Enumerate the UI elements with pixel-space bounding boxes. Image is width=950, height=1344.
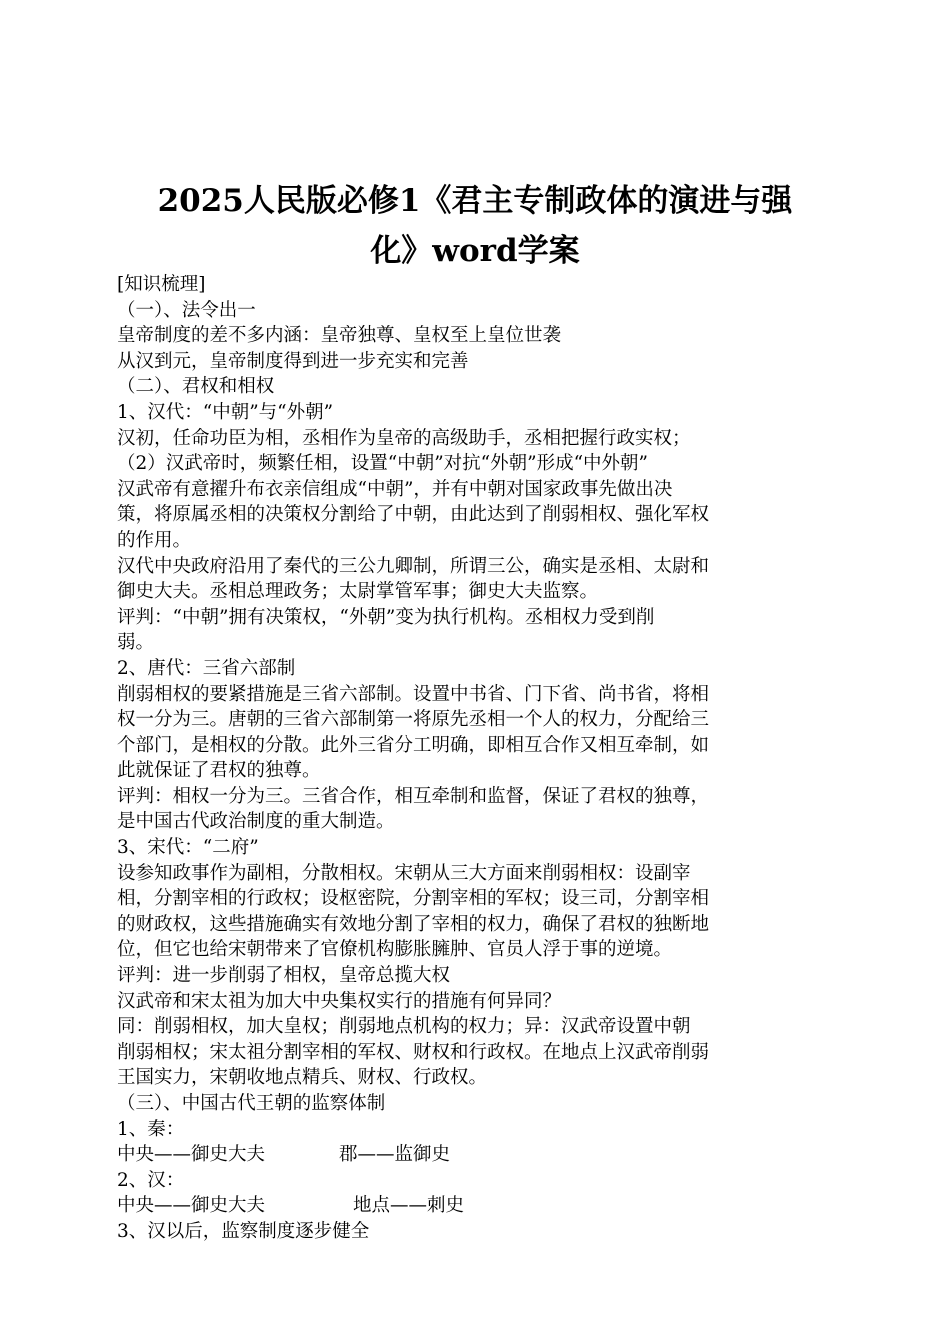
text-line: （2）汉武帝时，频繁任相，设置“中朝”对抗“外朝”形成“中外朝” [117,453,649,475]
text-line: 设参知政事作为副相，分散相权。宋朝从三大方面来削弱相权：设副宰 [117,862,691,884]
text-line: 从汉到元，皇帝制度得到进一步充实和完善 [117,350,469,372]
text-line: 御史大夫。丞相总理政务；太尉掌管军事；御史大夫监察。 [117,581,599,603]
text-line: 权一分为三。唐朝的三省六部制第一将原先丞相一个人的权力，分配给三 [117,709,710,731]
text-line: [知识梳理] [117,274,206,295]
text-line: 评判：“中朝”拥有决策权，“外朝”变为执行机构。丞相权力受到削 [117,606,655,628]
text-line: （二）、君权和相权 [117,376,275,398]
text-line-right: 地点——刺史 [353,1195,465,1217]
text-line: 2、唐代：三省六部制 [117,657,296,679]
text-line: 汉代中央政府沿用了秦代的三公九卿制，所谓三公，确实是丞相、太尉和 [117,555,710,577]
text-line: 弱。 [117,632,155,654]
text-line: 同：削弱相权，加大皇权；削弱地点机构的权力；异：汉武帝设置中朝 [117,1016,691,1038]
text-line: 2、汉： [117,1169,185,1191]
text-line: （三）、中国古代王朝的监察体制 [117,1093,386,1114]
text-line: 是中国古代政治制度的重大制造。 [117,811,395,833]
text-line: 1、汉代：“中朝”与“外朝” [117,401,334,423]
text-line: 汉武帝和宋太祖为加大中央集权实行的措施有何异同？ [117,990,562,1012]
title-line-1: 2025人民版必修1《君主专制政体的演进与强 [157,183,793,219]
text-line: 评判：相权一分为三。三省合作，相互牵制和监督，保证了君权的独尊， [117,785,710,807]
text-line-right: 郡——监御史 [339,1144,451,1166]
text-line: 1、秦： [117,1118,185,1140]
text-line: 位，但它也给宋朝带来了官僚机构膨胀臃肿、官员人浮于事的逆境。 [117,939,673,961]
text-line [117,1142,837,1168]
text-line: 评判：进一步削弱了相权，皇帝总揽大权 [117,965,451,987]
title-line-2: 化》word学案 [370,233,580,269]
text-line: 3、汉以后，监察制度逐步健全 [117,1220,370,1242]
text-line: 策，将原属丞相的决策权分割给了中朝，由此达到了削弱相权、强化军权 [117,504,710,526]
text-line: 的财政权，这些措施确实有效地分割了宰相的权力，确保了君权的独断地 [117,913,710,935]
text-line: 此就保证了君权的独尊。 [117,760,321,782]
text-line-left: 中央——御史大夫 [117,1195,266,1217]
text-line: 汉武帝有意擢升布衣亲信组成“中朝”，并有中朝对国家政事先做出决 [117,478,673,500]
text-line: 3、宋代：“二府” [117,837,259,859]
text-line: （一）、法令出一 [117,299,256,321]
text-line: 个部门，是相权的分散。此外三省分工明确，即相互合作又相互牵制，如 [117,734,710,756]
text-line [117,1193,837,1219]
text-line: 相，分割宰相的行政权；设枢密院，分割宰相的军权；设三司，分割宰相 [117,888,710,910]
text-line: 削弱相权；宋太祖分割宰相的军权、财权和行政权。在地点上汉武帝削弱 [117,1041,710,1063]
document-title [100,176,850,276]
text-line: 王国实力，宋朝收地点精兵、财权、行政权。 [117,1067,488,1089]
text-line: 汉初，任命功臣为相，丞相作为皇帝的高级助手，丞相把握行政实权； [117,427,691,449]
text-line: 削弱相权的要紧措施是三省六部制。设置中书省、门下省、尚书省，将相 [117,683,710,705]
text-line: 皇帝制度的差不多内涵：皇帝独尊、皇权至上皇位世袭 [117,325,562,347]
document-body [117,272,837,1245]
text-line: 的作用。 [117,529,192,551]
text-line-left: 中央——御史大夫 [117,1144,266,1166]
